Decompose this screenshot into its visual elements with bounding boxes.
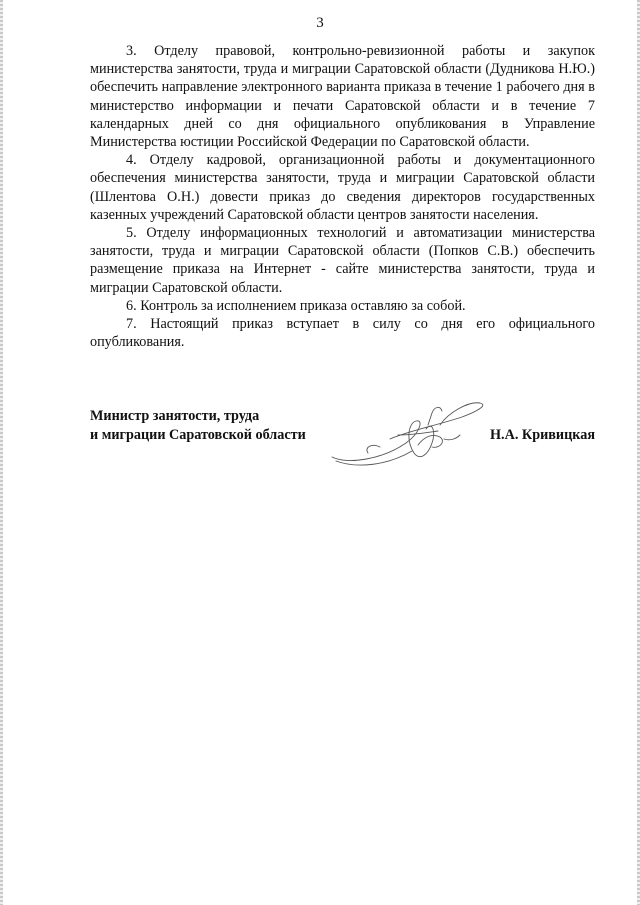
signer-name: Н.А. Кривицкая <box>489 427 595 443</box>
signer-title-line-2: и миграции Саратовской области <box>90 427 306 443</box>
signer-title <box>90 407 350 445</box>
paragraph-7: 7. Настоящий приказ вступает в силу со дня его официального опубликования. <box>90 316 595 351</box>
scan-edge-left <box>0 0 3 905</box>
signer-title-line-1: Министр занятости, труда <box>90 408 260 424</box>
document-body <box>90 42 595 351</box>
paragraph-5: 5. Отделу информационных технологий и автоматизации министерства занятости, труда и миграции Саратовской области (Попков С.В.) обеспечить размещение приказа на Интернет - сайте министерства занятости, труда и миграции Саратовской области. <box>90 225 595 296</box>
paragraph-3: 3. Отделу правовой, контрольно-ревизионной работы и закупок министерства занятости, труда и миграции Саратовской области (Дудникова Н.Ю.) обеспечить направление электронного варианта приказа в течение 1 рабочего дня в министерство информации и печати Саратовской области и в течение 7 календарных дней со дня официального опубликования в Управление Министерства юстиции Российской Федерации по Саратовской области. <box>90 43 595 151</box>
page-number: 3 <box>316 15 324 31</box>
paragraph-4: 4. Отделу кадровой, организационной работы и документационного обеспечения министерства занятости, труда и миграции Саратовской области (Шлентова О.Н.) довести приказ до сведения директоров государственных казенных учреждений Саратовской области центров занятости населения. <box>90 152 595 223</box>
signature-block <box>90 407 595 497</box>
handwritten-signature <box>328 395 498 475</box>
paragraph-6: 6. Контроль за исполнением приказа оставляю за собой. <box>126 297 466 314</box>
